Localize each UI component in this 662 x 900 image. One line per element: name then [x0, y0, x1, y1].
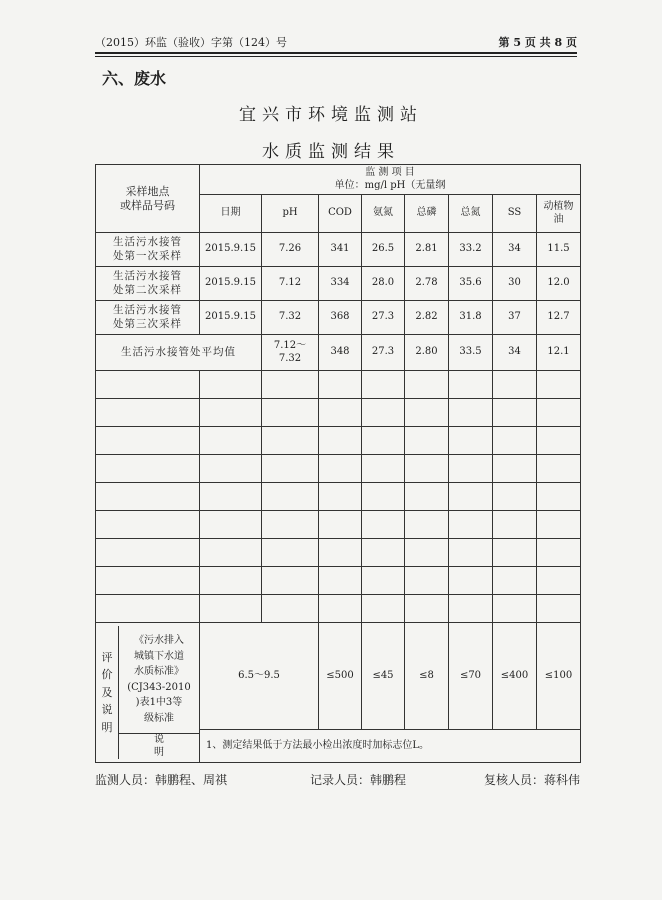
eval-char: 说 — [101, 703, 113, 717]
blank-cell — [493, 371, 537, 399]
blank-cell — [96, 595, 200, 623]
note-label — [119, 734, 199, 759]
standard-line: 级标准 — [144, 712, 174, 724]
blank-row — [96, 539, 581, 567]
blank-cell — [96, 567, 200, 595]
site-line: 处第一次采样 — [113, 249, 182, 262]
blank-cell — [449, 455, 493, 483]
blank-cell — [362, 567, 405, 595]
blank-cell — [405, 595, 449, 623]
blank-cell — [537, 399, 581, 427]
blank-cell — [362, 539, 405, 567]
unit-line: 单位：mg/l pH（无量纲 — [334, 179, 446, 191]
table-row — [96, 233, 581, 267]
cell-ammonia: 27.3 — [362, 301, 405, 335]
blank-row — [96, 427, 581, 455]
blank-cell — [200, 539, 262, 567]
eval-char: 明 — [101, 720, 113, 734]
cell-tp: 2.81 — [405, 233, 449, 267]
blank-cell — [319, 455, 362, 483]
blank-row — [96, 511, 581, 539]
column-header: 氨氮 — [362, 195, 405, 233]
average-label: 生活污水接管处平均值 — [96, 335, 262, 371]
note-label-char: 说 — [154, 734, 164, 745]
blank-cell — [405, 567, 449, 595]
eval-char: 及 — [101, 685, 113, 699]
blank-cell — [537, 455, 581, 483]
avg-ph-line: 7.12～ — [273, 340, 307, 351]
blank-cell — [262, 371, 319, 399]
blank-cell — [96, 511, 200, 539]
station-title: 宜兴市环境监测站 — [239, 105, 423, 125]
blank-row — [96, 595, 581, 623]
blank-rows — [96, 371, 581, 623]
blank-cell — [262, 511, 319, 539]
blank-cell — [362, 595, 405, 623]
blank-cell — [362, 371, 405, 399]
cell-cod: 368 — [319, 301, 362, 335]
evaluation-label — [96, 626, 119, 759]
cell-oil: 12.7 — [537, 301, 581, 335]
blank-cell — [362, 483, 405, 511]
cell-date: 2015.9.15 — [200, 301, 262, 335]
monitoring-items-header: 监 测 项 目 — [365, 167, 415, 178]
blank-cell — [537, 539, 581, 567]
cell-ss: 30 — [493, 267, 537, 301]
blank-cell — [362, 427, 405, 455]
corner-label-line1: 采样地点 — [125, 184, 170, 198]
blank-cell — [405, 483, 449, 511]
blank-row — [96, 483, 581, 511]
column-header: 日期 — [200, 195, 262, 233]
cell-tp: 2.82 — [405, 301, 449, 335]
blank-cell — [449, 427, 493, 455]
blank-cell — [537, 511, 581, 539]
monitor-personnel: 监测人员：韩鹏程、周祺 — [95, 773, 228, 787]
avg-ph-line: 7.32 — [278, 352, 302, 364]
blank-cell — [537, 595, 581, 623]
blank-cell — [319, 399, 362, 427]
blank-cell — [537, 567, 581, 595]
blank-cell — [319, 595, 362, 623]
blank-cell — [493, 427, 537, 455]
blank-cell — [405, 511, 449, 539]
avg-ammonia: 27.3 — [362, 335, 405, 371]
blank-cell — [319, 427, 362, 455]
blank-cell — [537, 483, 581, 511]
blank-cell — [262, 399, 319, 427]
blank-cell — [200, 427, 262, 455]
blank-cell — [200, 511, 262, 539]
cell-date: 2015.9.15 — [200, 267, 262, 301]
cell-oil: 12.0 — [537, 267, 581, 301]
limit-tn: ≤70 — [449, 623, 493, 730]
limit-cod: ≤500 — [319, 623, 362, 730]
cell-ph: 7.12 — [262, 267, 319, 301]
blank-cell — [405, 399, 449, 427]
site-cell — [96, 233, 200, 267]
cell-ph: 7.32 — [262, 301, 319, 335]
blank-cell — [449, 567, 493, 595]
blank-cell — [96, 455, 200, 483]
column-header: 总氮 — [449, 195, 493, 233]
blank-cell — [449, 511, 493, 539]
blank-cell — [362, 511, 405, 539]
recorder-personnel: 记录人员：韩鹏程 — [310, 773, 407, 787]
note-label-char: 明 — [154, 746, 164, 758]
table-row — [96, 267, 581, 301]
blank-cell — [262, 539, 319, 567]
blank-cell — [493, 511, 537, 539]
blank-cell — [405, 427, 449, 455]
blank-cell — [537, 371, 581, 399]
blank-cell — [449, 483, 493, 511]
limit-oil: ≤100 — [537, 623, 581, 730]
standard-line: 《污水排入 — [134, 635, 184, 646]
column-header: SS — [493, 195, 537, 233]
standard-line: )表1中3等 — [135, 697, 183, 708]
limit-ss: ≤400 — [493, 623, 537, 730]
blank-cell — [200, 595, 262, 623]
blank-cell — [493, 483, 537, 511]
sampling-site-header-cell — [96, 165, 200, 233]
blank-cell — [405, 455, 449, 483]
cell-ss: 34 — [493, 233, 537, 267]
blank-cell — [96, 427, 200, 455]
corner-label-line2: 或样品号码 — [120, 198, 175, 212]
eval-char: 价 — [101, 668, 113, 682]
blank-cell — [537, 427, 581, 455]
cell-tn: 31.8 — [449, 301, 493, 335]
blank-cell — [200, 483, 262, 511]
blank-cell — [319, 511, 362, 539]
cell-date: 2015.9.15 — [200, 233, 262, 267]
results-table — [95, 164, 581, 763]
blank-cell — [449, 399, 493, 427]
blank-cell — [493, 595, 537, 623]
blank-cell — [262, 483, 319, 511]
blank-row — [96, 399, 581, 427]
cell-tn: 33.2 — [449, 233, 493, 267]
cell-cod: 341 — [319, 233, 362, 267]
eval-char: 评 — [101, 650, 113, 664]
section-title: 六、废水 — [102, 69, 167, 88]
blank-row — [96, 371, 581, 399]
ph-limit: 6.5～9.5 — [200, 623, 319, 730]
blank-cell — [200, 399, 262, 427]
blank-cell — [319, 539, 362, 567]
site-cell — [96, 301, 200, 335]
blank-cell — [449, 539, 493, 567]
note-text: 1、测定结果低于方法最小检出浓度时加标志位L。 — [200, 730, 581, 763]
cell-tn: 35.6 — [449, 267, 493, 301]
cell-ss: 37 — [493, 301, 537, 335]
report-title: 水质监测结果 — [262, 142, 400, 162]
cell-oil: 11.5 — [537, 233, 581, 267]
blank-cell — [200, 567, 262, 595]
blank-cell — [319, 567, 362, 595]
evaluation-cell — [96, 623, 200, 763]
avg-tp: 2.80 — [405, 335, 449, 371]
avg-cod: 348 — [319, 335, 362, 371]
cell-tp: 2.78 — [405, 267, 449, 301]
site-line: 处第三次采样 — [113, 317, 182, 330]
average-row — [96, 335, 581, 371]
cell-ph: 7.26 — [262, 233, 319, 267]
blank-cell — [96, 399, 200, 427]
blank-cell — [262, 455, 319, 483]
site-line: 处第二次采样 — [113, 283, 182, 296]
column-header: 总磷 — [405, 195, 449, 233]
blank-row — [96, 567, 581, 595]
site-line: 生活污水接管 — [113, 236, 182, 249]
page-info: 第 5 页 共 8 页 — [498, 36, 577, 49]
header-rule-thin — [95, 56, 577, 57]
header-rule-thick — [95, 52, 577, 54]
reviewer-personnel: 复核人员：蒋科伟 — [483, 773, 580, 787]
doc-number: （2015）环监（验收）字第（124）号 — [95, 36, 287, 49]
standard-line: (CJ343-2010 — [127, 681, 191, 693]
standard-line: 水质标准》 — [134, 666, 184, 677]
avg-ss: 34 — [493, 335, 537, 371]
blank-cell — [362, 399, 405, 427]
column-header: 动植物油 — [537, 195, 581, 233]
site-line: 生活污水接管 — [113, 270, 182, 283]
blank-cell — [262, 427, 319, 455]
avg-ph-cell — [262, 335, 319, 371]
blank-cell — [262, 567, 319, 595]
blank-cell — [493, 399, 537, 427]
blank-cell — [96, 371, 200, 399]
cell-cod: 334 — [319, 267, 362, 301]
limit-tp: ≤8 — [405, 623, 449, 730]
evaluation-row — [96, 623, 581, 730]
site-line: 生活污水接管 — [113, 304, 182, 317]
blank-cell — [493, 539, 537, 567]
standard-text — [119, 626, 199, 734]
blank-cell — [362, 455, 405, 483]
avg-tn: 33.5 — [449, 335, 493, 371]
column-header: pH — [262, 195, 319, 233]
group-header-cell — [200, 165, 581, 195]
blank-cell — [405, 371, 449, 399]
standard-line: 城镇下水道 — [134, 650, 184, 662]
blank-cell — [319, 371, 362, 399]
avg-oil: 12.1 — [537, 335, 581, 371]
blank-cell — [405, 539, 449, 567]
blank-cell — [493, 455, 537, 483]
cell-ammonia: 28.0 — [362, 267, 405, 301]
site-cell — [96, 267, 200, 301]
blank-row — [96, 455, 581, 483]
table-row — [96, 301, 581, 335]
blank-cell — [262, 595, 319, 623]
column-header: COD — [319, 195, 362, 233]
blank-cell — [200, 371, 262, 399]
blank-cell — [449, 371, 493, 399]
blank-cell — [319, 483, 362, 511]
limit-ammonia: ≤45 — [362, 623, 405, 730]
cell-ammonia: 26.5 — [362, 233, 405, 267]
blank-cell — [96, 539, 200, 567]
blank-cell — [493, 567, 537, 595]
blank-cell — [449, 595, 493, 623]
blank-cell — [96, 483, 200, 511]
blank-cell — [200, 455, 262, 483]
